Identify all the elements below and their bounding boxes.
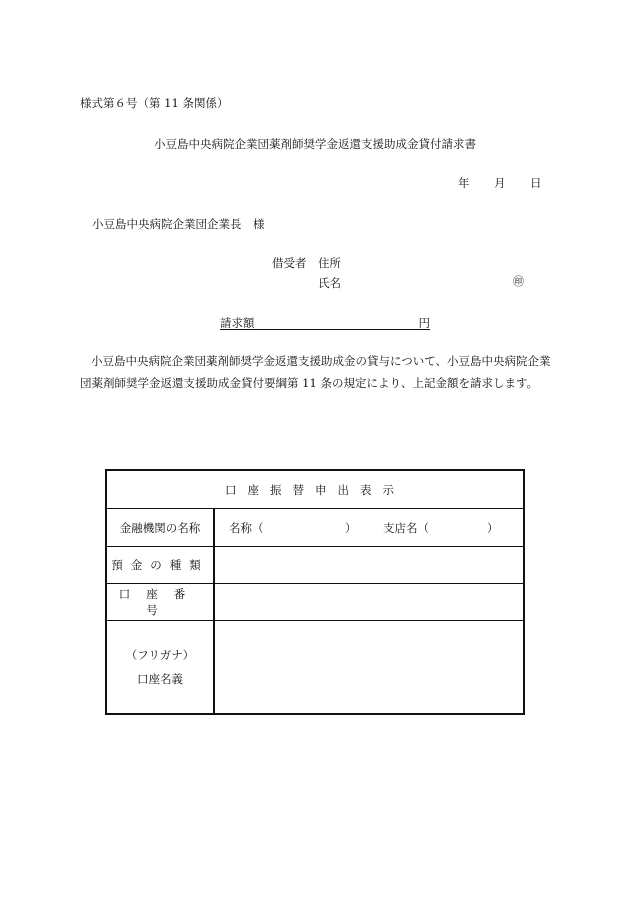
deposit-type-field[interactable] (214, 547, 524, 584)
request-body-text: 小豆島中央病院企業団薬剤師奨学金返還支援助成金の貸与について、小豆島中央病院企業団薬剤師奨学金返還支援助成金貸付要綱第 11 条の規定により、上記金額を請求します。 (80, 354, 551, 390)
branch-name-close: ） (487, 521, 499, 535)
bank-name-label: 金融機関の名称 (106, 509, 214, 547)
date-year-label: 年 (458, 176, 470, 190)
account-holder-label: 口座名義 (137, 671, 183, 686)
account-holder-kana-label: （フリガナ） (125, 647, 195, 662)
address-label: 住所 (318, 256, 341, 270)
date-month-label: 月 (494, 176, 506, 190)
date-day-label: 日 (530, 176, 542, 190)
account-transfer-table (105, 469, 525, 715)
seal-mark: ㊞ (513, 275, 524, 288)
claim-unit: 円 (418, 316, 430, 330)
claim-amount-field[interactable] (220, 315, 430, 330)
addressee: 小豆島中央病院企業団企業長 様 (92, 217, 265, 231)
account-number-label: 口座番号 (106, 584, 214, 621)
claim-label: 請求額 (220, 316, 255, 330)
branch-name-open: 支店名（ (383, 521, 429, 535)
deposit-type-label: 預金の種類 (106, 547, 214, 584)
account-holder-field[interactable] (214, 621, 524, 714)
document-title: 小豆島中央病院企業団薬剤師奨学金返還支援助成金貸付請求書 (154, 137, 476, 151)
bank-name-close: ） (345, 521, 357, 535)
bank-name-field[interactable] (214, 509, 524, 547)
account-table-header: 口座振替申出表示 (106, 470, 524, 509)
borrower-label: 借受者 (272, 256, 307, 270)
bank-name-open: 名称（ (229, 521, 264, 535)
form-code: 様式第６号（第 11 条関係） (80, 96, 229, 110)
name-label: 氏名 (318, 276, 341, 290)
account-holder-label-cell (106, 621, 214, 714)
account-number-field[interactable] (214, 584, 524, 621)
